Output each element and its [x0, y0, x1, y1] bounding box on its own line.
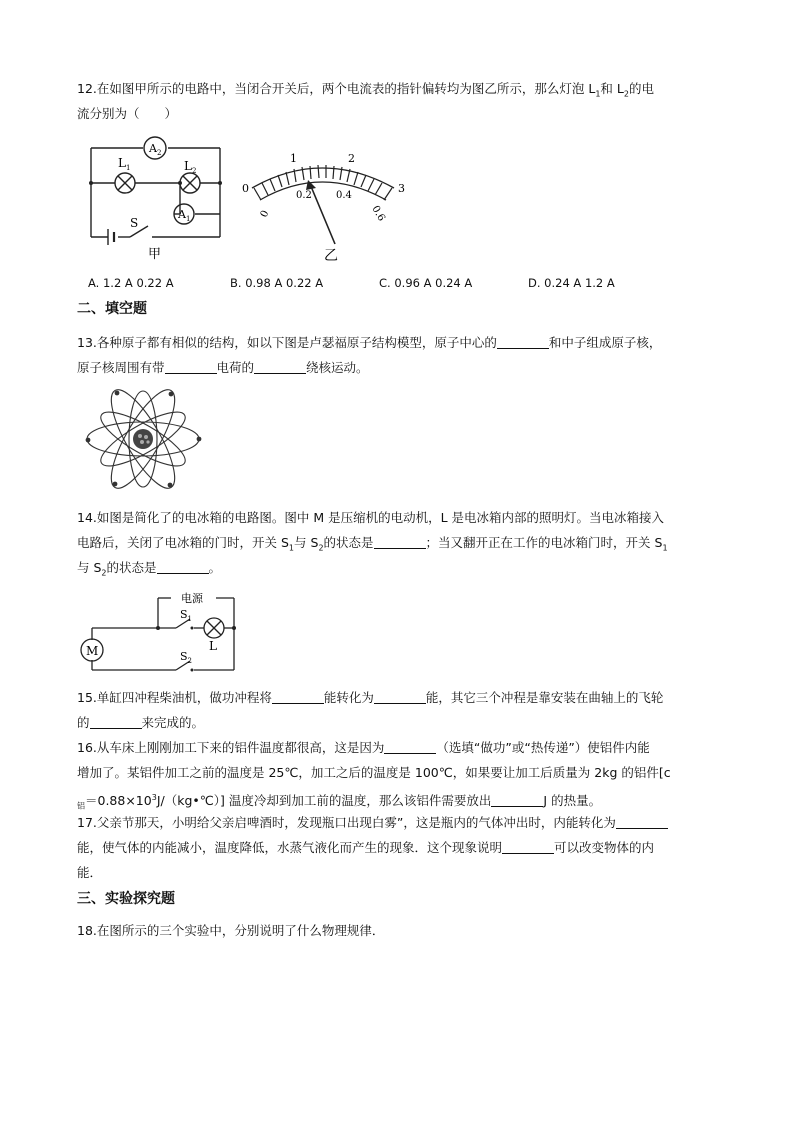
answer-blank[interactable]: [497, 334, 549, 349]
answer-blank[interactable]: [491, 792, 543, 807]
figure-jia-label: 甲: [148, 247, 162, 262]
option-b[interactable]: B. 0.98 A 0.22 A: [230, 276, 324, 290]
q14-line1: 14.如图是简化了的电冰箱的电路图。图中 M 是压缩机的电动机，L 是电冰箱内部的照明灯。当电冰箱接入: [77, 510, 665, 525]
motor-m-label: M: [86, 644, 99, 658]
q17-line2: 能，使气体的内能减小，温度降低，水蒸气液化而产生的现象．这个现象说明 可以改变物体的内: [77, 840, 655, 855]
lamp-l-label: L: [209, 639, 217, 653]
ammeter-dial-yi: [232, 136, 412, 264]
answer-blank[interactable]: [616, 814, 668, 829]
q15-line1: 15.单缸四冲程柴油机，做功冲程将 能转化为 能，其它三个冲程是靠安装在曲轴上的飞轮: [77, 690, 664, 705]
lamp-l1-label: $L_1$: [118, 156, 131, 172]
switch-s-label: S: [130, 216, 139, 230]
switch-s1-label: $S_1$: [180, 608, 193, 623]
answer-blank[interactable]: [165, 359, 217, 374]
answer-blank[interactable]: [374, 534, 426, 549]
dial-tick-bottom-0: 0: [258, 208, 272, 220]
q13-line1: 13.各种原子都有相似的结构，如以下图是卢瑟福原子结构模型，原子中心的 和中子组成原子核，: [77, 335, 662, 350]
dial-tick-bottom-1: 0.2: [296, 190, 312, 201]
circuit-figure-jia: [78, 130, 238, 265]
dial-tick-top-2: 2: [348, 152, 355, 165]
q15-line2: 的 来完成的。: [77, 715, 205, 730]
lamp-l2-label: $L_2$: [184, 159, 197, 175]
ammeter-a1-label: $A_1$: [178, 208, 191, 223]
dial-tick-bottom-3: 0.6: [369, 204, 387, 224]
figure-yi-label: 乙: [324, 248, 338, 264]
q16-line2: 增加了。某铝件加工之前的温度是 25℃，加工之后的温度是 100℃，如果要让加工后质量为 2kg 的铝件[c: [77, 765, 671, 780]
q12-line1: 12.在如图甲所示的电路中，当闭合开关后，两个电流表的指针偏转均为图乙所示，那么灯泡 $L_1$和 $L_2$的电: [77, 81, 654, 99]
option-c[interactable]: C. 0.96 A 0.24 A: [379, 276, 473, 290]
option-d[interactable]: D. 0.24 A 1.2 A: [528, 276, 615, 290]
q13-line2: 原子核周围有带 电荷的 绕核运动。: [77, 360, 369, 375]
answer-blank[interactable]: [374, 689, 426, 704]
answer-blank[interactable]: [254, 359, 306, 374]
q17-line1: 17.父亲节那天，小明给父亲启啤酒时，发现瓶口出现白雾”，这是瓶内的气体冲出时，内能转化为: [77, 810, 717, 835]
q17-line3: 能．: [77, 865, 103, 880]
q14-line2: 电路后，关闭了电冰箱的门时，开关 $S_1$与 $S_2$的状态是 ；当又翻开正在工作的电冰箱门时，开关 $S_1$: [77, 535, 668, 553]
option-a[interactable]: A. 1.2 A 0.22 A: [88, 276, 174, 290]
q12-line2: 流分别为（ ）: [77, 106, 178, 121]
section-heading-fill-blank: 二、填空题: [77, 301, 147, 317]
q16-line1: 16.从车床上刚刚加工下来的铝件温度都很高，这是因为 （选填“做功”或“热传递”）使铝件内能: [77, 740, 650, 755]
q18-line1: 18.在图所示的三个实验中，分别说明了什么物理规律．: [77, 923, 385, 938]
q14-line3: 与 $S_2$的状态是 。: [77, 560, 222, 578]
fridge-circuit-figure: [76, 588, 240, 676]
section-heading-experiment: 三、实验探究题: [77, 891, 175, 907]
dial-tick-bottom-2: 0.4: [336, 190, 352, 201]
dial-tick-top-0: 0: [242, 182, 249, 195]
ammeter-a2-label: $A_2$: [149, 142, 162, 157]
dial-tick-top-3: 3: [398, 182, 405, 195]
answer-blank[interactable]: [157, 559, 209, 574]
power-source-label: 电源: [181, 592, 203, 605]
answer-blank[interactable]: [502, 839, 554, 854]
dial-tick-top-1: 1: [290, 152, 297, 165]
answer-blank[interactable]: [384, 739, 436, 754]
rutherford-atom-figure: [82, 384, 204, 494]
answer-blank[interactable]: [272, 689, 324, 704]
q16-line3: $_铝=0.88\times 10^3J/(kg•℃)$] 温度冷却到加工前的温度，那么该铝件需要放出 J 的热量。: [77, 793, 602, 811]
switch-s2-label: $S_2$: [180, 650, 193, 665]
answer-blank[interactable]: [90, 714, 142, 729]
